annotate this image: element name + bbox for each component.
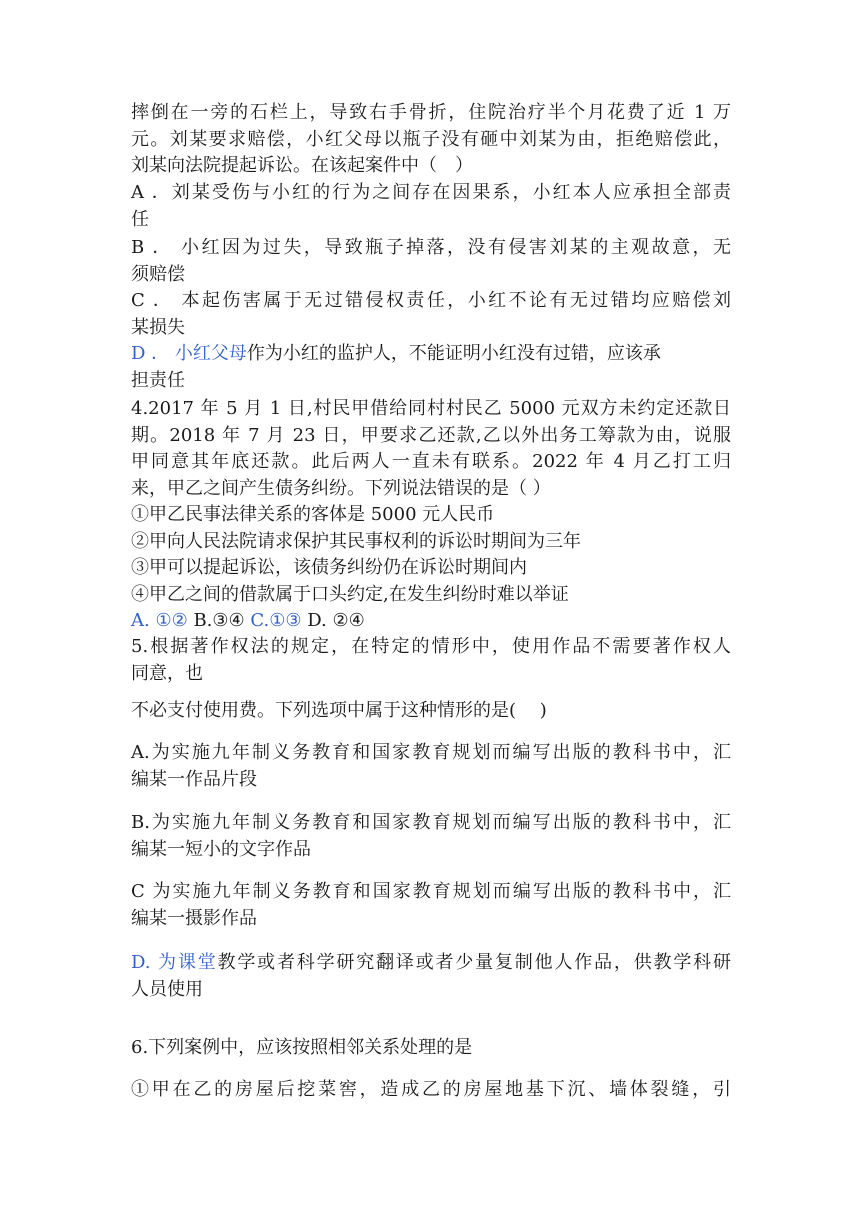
text-line: 4.2017 年 5 月 1 日,村民甲借给同村村民乙 5000 元双方未约定还款日 xyxy=(131,398,731,419)
text-line: 6.下列案例中，应该按照相邻关系处理的是 xyxy=(131,1037,473,1058)
question-6-stem xyxy=(131,1035,731,1062)
answer-choices xyxy=(131,608,731,635)
option-line xyxy=(131,950,731,977)
q5-option-c xyxy=(131,879,731,932)
text-line: 摔倒在一旁的石栏上，导致右手骨折，住院治疗半个月花费了近 1 万 xyxy=(131,102,731,123)
option-line: 编某一作品片段 xyxy=(131,768,257,790)
q5-option-a xyxy=(131,740,731,793)
option-line: B.为实施九年制义务教育和国家教育规划而编写出版的教科书中，汇 xyxy=(131,812,731,833)
q5-option-d xyxy=(131,950,731,1003)
list-item: ③甲可以提起诉讼，该债务纠纷仍在诉讼时期间内 xyxy=(131,557,527,578)
option-a xyxy=(131,180,731,233)
option-c xyxy=(131,288,731,341)
text-line: 期。2018 年 7 月 23 日，甲要求乙还款,乙以外出务工筹款为由，说服 xyxy=(131,424,731,446)
option-line: 人员使用 xyxy=(131,978,203,1000)
answer-a: A. ①② xyxy=(131,610,194,631)
option-d-text: 作为小红的监护人，不能证明小红没有过错，应该承 xyxy=(246,343,661,364)
question-3-continuation xyxy=(131,100,731,180)
answer-d: D. ②④ xyxy=(301,610,365,631)
option-line: 担责任 xyxy=(131,369,185,391)
text-line: 5.根据著作权法的规定，在特定的情形中，使用作品不需要著作权人 xyxy=(131,636,731,657)
option-line: 某损失 xyxy=(131,316,185,338)
list-item: ①甲乙民事法律关系的客体是 5000 元人民币 xyxy=(131,504,495,525)
question-4 xyxy=(131,396,731,635)
option-b xyxy=(131,235,731,288)
text-line: 同意，也 xyxy=(131,662,203,684)
option-line: C 为实施九年制义务教育和国家教育规划而编写出版的教科书中，汇 xyxy=(131,881,731,902)
list-item: ①甲在乙的房屋后挖菜窖，造成乙的房屋地基下沉、墙体裂缝，引 xyxy=(131,1079,731,1100)
option-line: 须赔偿 xyxy=(131,263,185,285)
option-line: 任 xyxy=(131,208,149,230)
text-line: 来，甲乙之间产生债务纠纷。下列说法错误的是（ ） xyxy=(131,477,551,499)
text-line: 不必支付使用费。下列选项中属于这种情形的是( ) xyxy=(131,700,547,721)
option-line: A.为实施九年制义务教育和国家教育规划而编写出版的教科书中，汇 xyxy=(131,742,731,763)
option-line xyxy=(131,341,731,368)
list-item: ④甲乙之间的借款属于口头约定,在发生纠纷时难以举证 xyxy=(131,583,569,605)
text-line: 甲同意其年底还款。此后两人一直未有联系。2022 年 4 月乙打工归 xyxy=(131,451,731,472)
option-d xyxy=(131,341,731,394)
option-line: 编某一短小的文字作品 xyxy=(131,838,311,860)
q5-option-b xyxy=(131,810,731,863)
answer-b: B.③④ xyxy=(193,610,251,631)
option-line: B ． 小红因为过失，导致瓶子掉落，没有侵害刘某的主观故意，无 xyxy=(131,237,731,258)
question-5-stem xyxy=(131,634,731,687)
option-line: 编某一摄影作品 xyxy=(131,907,257,929)
option-line: C ． 本起伤害属于无过错侵权责任，小红不论有无过错均应赔偿刘 xyxy=(131,290,731,311)
option-d-label: D ． 小红父母 xyxy=(131,343,247,364)
text-line: 刘某向法院提起诉讼。在该起案件中（ ） xyxy=(131,155,473,176)
question-5-stem-2 xyxy=(131,698,731,725)
q5-option-d-text: 教学或者科学研究翻译或者少量复制他人作品，供教学科研 xyxy=(217,952,732,973)
q5-option-d-label: D. 为课堂 xyxy=(131,952,218,973)
text-line: 元。刘某要求赔偿，小红父母以瓶子没有砸中刘某为由，拒绝赔偿此， xyxy=(131,128,731,150)
answer-c: C.①③ xyxy=(250,610,302,631)
question-6-item-1 xyxy=(131,1077,731,1104)
option-line: A ．刘某受伤与小红的行为之间存在因果系，小红本人应承担全部责 xyxy=(131,182,731,203)
list-item: ②甲向人民法院请求保护其民事权利的诉讼时期间为三年 xyxy=(131,530,581,552)
